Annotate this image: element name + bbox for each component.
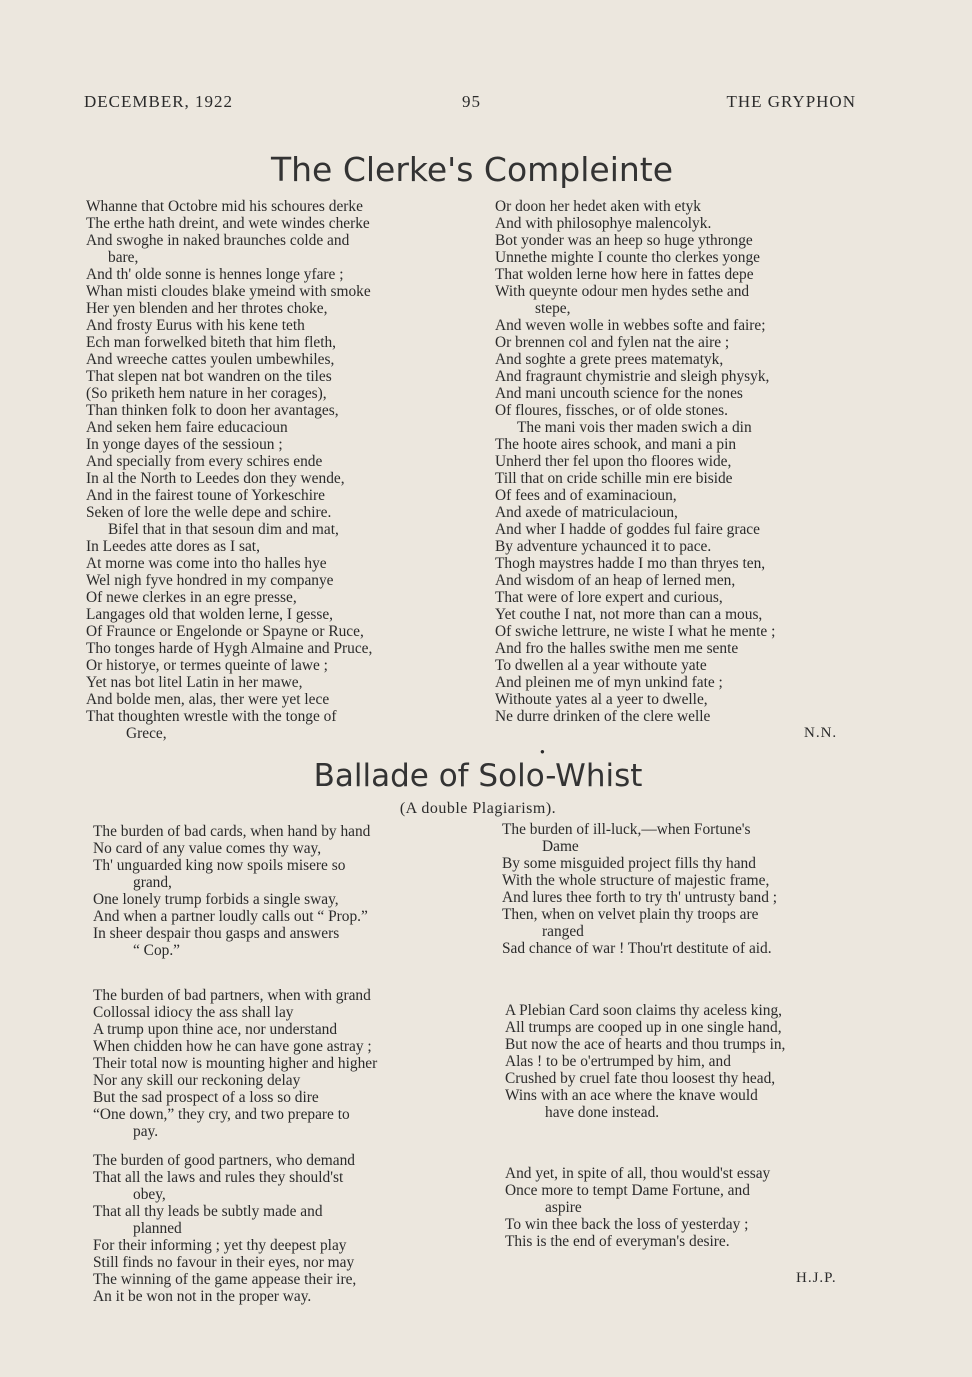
verse-line: Her yen blenden and her throtes choke, — [86, 300, 328, 317]
poem2-left-column — [93, 823, 465, 1305]
verse-line: And mani uncouth science for the nones — [495, 385, 743, 402]
verse-line: Wel nigh fyve hondred in my companye — [86, 572, 334, 589]
verse-line: And fro the halles swithe men me sente — [495, 640, 739, 657]
verse-line: have done instead. — [545, 1104, 660, 1121]
verse-line: Then, when on velvet plain thy troops are — [502, 906, 759, 923]
verse-line: And th' olde sonne is hennes longe yfare ; — [86, 266, 344, 283]
verse-line: Yet couthe I nat, not more than can a mous, — [495, 606, 763, 623]
verse-line: By adventure ychaunced it to pace. — [495, 538, 712, 555]
verse-line: That thoughten wrestle with the tonge of — [86, 708, 337, 725]
verse-line: And frosty Eurus with his kene teth — [86, 317, 305, 334]
verse-line: And wreeche cattes youlen umbewhiles, — [86, 351, 335, 368]
publication-title: THE GRYPHON — [726, 92, 856, 111]
verse-line: All trumps are cooped up in one single hand, — [505, 1019, 782, 1036]
verse-line: But the sad prospect of a loss so dire — [93, 1089, 319, 1106]
verse-line: And wher I hadde of goddes ful faire grace — [495, 521, 760, 538]
verse-line: Collossal idiocy the ass shall lay — [93, 1004, 294, 1021]
verse-line: In Leedes atte dores as I sat, — [86, 538, 260, 555]
verse-line: And specially from every schires ende — [86, 453, 323, 470]
verse-line: In sheer despair thou gasps and answers — [93, 925, 340, 942]
verse-line: Nor any skill our reckoning delay — [93, 1072, 301, 1089]
verse-line: Their total now is mounting higher and higher — [93, 1055, 378, 1072]
verse-line: Dame — [542, 838, 579, 855]
poem2-signature: H.J.P. — [796, 1270, 837, 1286]
verse-line: The mani vois ther maden swich a din — [517, 419, 752, 436]
verse-line: Or historye, or termes queinte of lawe ; — [86, 657, 328, 674]
verse-line: The winning of the game appease their ire, — [93, 1271, 357, 1288]
verse-line: Bot yonder was an heep so huge ythronge — [495, 232, 753, 249]
poem1-signature: N.N. — [804, 725, 838, 741]
verse-line: For their informing ; yet thy deepest play — [93, 1237, 347, 1254]
verse-line: Whanne that Octobre mid his schoures derke — [86, 198, 363, 215]
verse-line: That all thy leads be subtly made and — [93, 1203, 323, 1220]
verse-line: Sad chance of war ! Thou'rt destitute of aid. — [502, 940, 772, 957]
verse-line: With queynte odour men hydes sethe and — [495, 283, 750, 300]
verse-line: Bifel that in that sesoun dim and mat, — [108, 521, 339, 538]
verse-line: And lures thee forth to try th' untrusty band ; — [502, 889, 778, 906]
verse-line: ranged — [542, 923, 584, 940]
verse-line: Once more to tempt Dame Fortune, and — [505, 1182, 750, 1199]
verse-line: Of newe clerkes in an egre presse, — [86, 589, 297, 606]
verse-line: And wisdom of an heap of lerned men, — [495, 572, 736, 589]
verse-line: bare, — [108, 249, 139, 266]
verse-line: No card of any value comes thy way, — [93, 840, 322, 857]
verse-line: (So priketh hem nature in her corages), — [86, 385, 327, 402]
verse-line: The burden of good partners, who demand — [93, 1152, 355, 1169]
verse-line: Withoute yates al a yeer to dwelle, — [495, 691, 708, 708]
verse-line: Ech man forwelked biteth that him fleth, — [86, 334, 337, 351]
verse-line: aspire — [545, 1199, 582, 1216]
verse-line: Whan misti cloudes blake ymeind with smoke — [86, 283, 371, 300]
verse-line: The hoote aires schook, and mani a pin — [495, 436, 737, 453]
page-number: 95 — [462, 92, 481, 111]
poem1-right-column — [495, 198, 867, 725]
verse-line: And with philosophye malencolyk. — [495, 215, 712, 232]
verse-line: pay. — [133, 1123, 159, 1140]
verse-line: And when a partner loudly calls out “ Prop.” — [93, 908, 368, 925]
verse-line: And seken hem faire educacioun — [86, 419, 288, 436]
verse-line: “ Cop.” — [133, 942, 181, 959]
poem1-left-column — [86, 198, 458, 742]
verse-line: Alas ! to be o'ertrumped by him, and — [505, 1053, 731, 1070]
verse-line: An it be won not in the proper way. — [93, 1288, 312, 1305]
verse-line: The burden of bad cards, when hand by hand — [93, 823, 371, 840]
verse-line: Of floures, fissches, or of olde stones. — [495, 402, 728, 419]
verse-line: Than thinken folk to doon her avantages, — [86, 402, 339, 419]
verse-line: “One down,” they cry, and two prepare to — [93, 1106, 350, 1123]
verse-line: Of Fraunce or Engelonde or Spayne or Ruce, — [86, 623, 364, 640]
poem2-right-column-stanza-2 — [505, 1002, 877, 1121]
verse-line: In al the North to Leedes don they wende, — [86, 470, 345, 487]
verse-line: Seken of lore the welle depe and schire. — [86, 504, 332, 521]
ornament-dot: ● — [540, 747, 545, 756]
page-header — [84, 92, 856, 114]
verse-line: stepe, — [535, 300, 571, 317]
verse-line: One lonely trump forbids a single sway, — [93, 891, 339, 908]
verse-line: That slepen nat bot wandren on the tiles — [86, 368, 332, 385]
verse-line: Th' unguarded king now spoils misere so — [93, 857, 346, 874]
verse-line: Still finds no favour in their eyes, nor may — [93, 1254, 355, 1271]
verse-line: To win thee back the loss of yesterday ; — [505, 1216, 749, 1233]
verse-line: When chidden how he can have gone astray ; — [93, 1038, 372, 1055]
verse-line: Crushed by cruel fate thou loosest thy head, — [505, 1070, 776, 1087]
verse-line: And yet, in spite of all, thou would'st essay — [505, 1165, 771, 1182]
verse-line: And in the fairest toune of Yorkeschire — [86, 487, 325, 504]
verse-line: And swoghe in naked braunches colde and — [86, 232, 350, 249]
verse-line: That wolden lerne how here in fattes depe — [495, 266, 754, 283]
verse-line: Grece, — [126, 725, 167, 742]
poem1-title: The Clerke's Compleinte — [270, 150, 674, 189]
poem2-title: Ballade of Solo-Whist — [313, 758, 643, 794]
verse-line: Yet nas bot litel Latin in her mawe, — [86, 674, 303, 691]
poem2-right-column-stanza-1 — [502, 821, 874, 957]
verse-line — [93, 959, 465, 987]
verse-line: The erthe hath dreint, and wete windes cherke — [86, 215, 370, 232]
verse-line: That all the laws and rules they should'st — [93, 1169, 344, 1186]
verse-line: But now the ace of hearts and thou trumps in, — [505, 1036, 786, 1053]
verse-line: At morne was come into tho halles hye — [86, 555, 327, 572]
verse-line: And bolde men, alas, ther were yet lece — [86, 691, 330, 708]
verse-line: And soghte a grete prees matematyk, — [495, 351, 724, 368]
verse-line: To dwellen al a year withoute yate — [495, 657, 707, 674]
poem2-right-column-stanza-3 — [505, 1165, 877, 1250]
verse-line: The burden of bad partners, when with grand — [93, 987, 371, 1004]
verse-line — [93, 1140, 465, 1152]
verse-line: Tho tonges harde of Hygh Almaine and Pruce, — [86, 640, 373, 657]
verse-line: Thogh maystres hadde I mo than thryes ten, — [495, 555, 766, 572]
verse-line: With the whole structure of majestic frame, — [502, 872, 770, 889]
verse-line: Unnethe mighte I counte tho clerkes yonge — [495, 249, 760, 266]
verse-line: By some misguided project fills thy hand — [502, 855, 756, 872]
verse-line: And axede of matriculacioun, — [495, 504, 678, 521]
verse-line: In yonge dayes of the sessioun ; — [86, 436, 283, 453]
verse-line: Till that on cride schille min ere biside — [495, 470, 733, 487]
issue-date: DECEMBER, 1922 — [84, 92, 234, 111]
verse-line: Wins with an ace where the knave would — [505, 1087, 758, 1104]
verse-line: That were of lore expert and curious, — [495, 589, 723, 606]
verse-line: planned — [133, 1220, 182, 1237]
verse-line: This is the end of everyman's desire. — [505, 1233, 730, 1250]
verse-line: grand, — [133, 874, 172, 891]
verse-line: And fragraunt chymistrie and sleigh physyk, — [495, 368, 770, 385]
verse-line: A trump upon thine ace, nor understand — [93, 1021, 338, 1038]
verse-line: Or doon her hedet aken with etyk — [495, 198, 701, 215]
poem2-subtitle: (A double Plagiarism). — [399, 800, 557, 817]
verse-line: A Plebian Card soon claims thy aceless king, — [505, 1002, 782, 1019]
verse-line: Of fees and of examinacioun, — [495, 487, 677, 504]
verse-line: Langages old that wolden lerne, I gesse, — [86, 606, 334, 623]
verse-line: Or brennen col and fylen nat the aire ; — [495, 334, 730, 351]
verse-line: Ne durre drinken of the clere welle — [495, 708, 711, 725]
verse-line: Unherd ther fel upon tho floores wide, — [495, 453, 732, 470]
verse-line: And weven wolle in webbes softe and faire; — [495, 317, 766, 334]
verse-line: And pleinen me of myn unkind fate ; — [495, 674, 723, 691]
verse-line: obey, — [133, 1186, 166, 1203]
verse-line: The burden of ill-luck,—when Fortune's — [502, 821, 751, 838]
verse-line: Of swiche lettrure, ne wiste I what he mente ; — [495, 623, 776, 640]
